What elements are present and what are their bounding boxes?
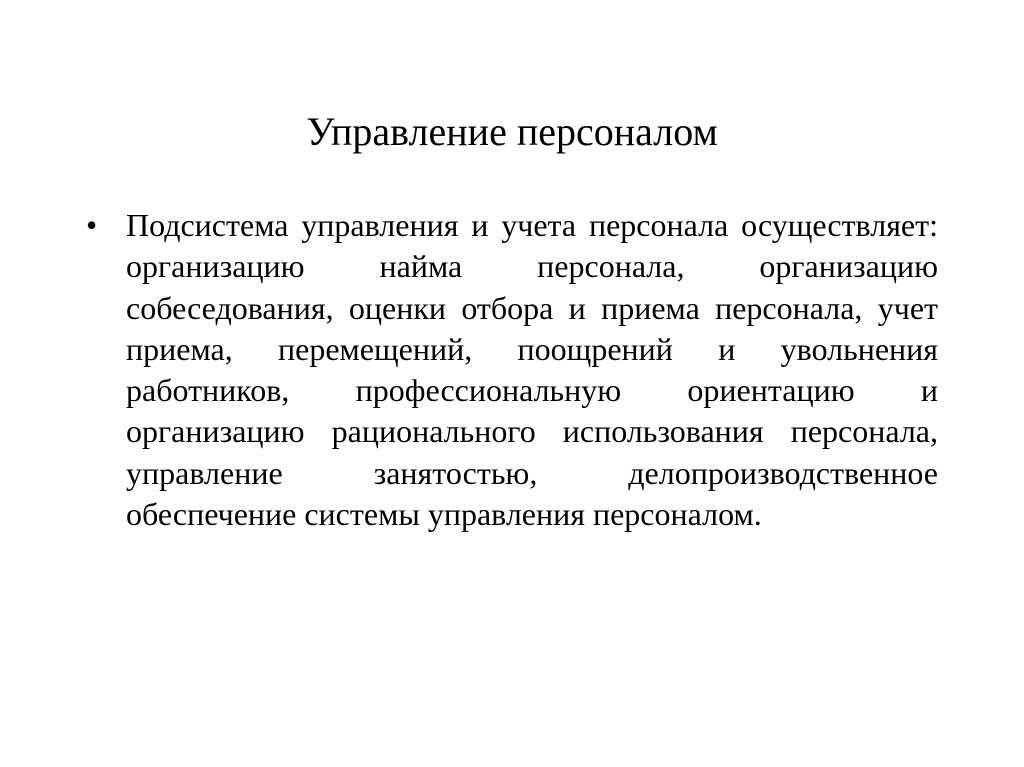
bullet-item — [0, 205, 1024, 535]
bullet-text: Подсистема управления и учета персонала осуществляет: организацию найма персонала, организацию собеседования, оценки отбора и приема персонала, учет приема, перемещений, поощрений и увольнения работников, профессиональную ориентацию и организацию рационального использования персонала, управление занятостью, делопроизводственное обеспечение системы управления персоналом. — [126, 207, 938, 533]
slide-title: Управление персоналом — [306, 109, 718, 154]
bullet-marker: • — [86, 207, 98, 243]
bullet-list — [0, 205, 1024, 535]
